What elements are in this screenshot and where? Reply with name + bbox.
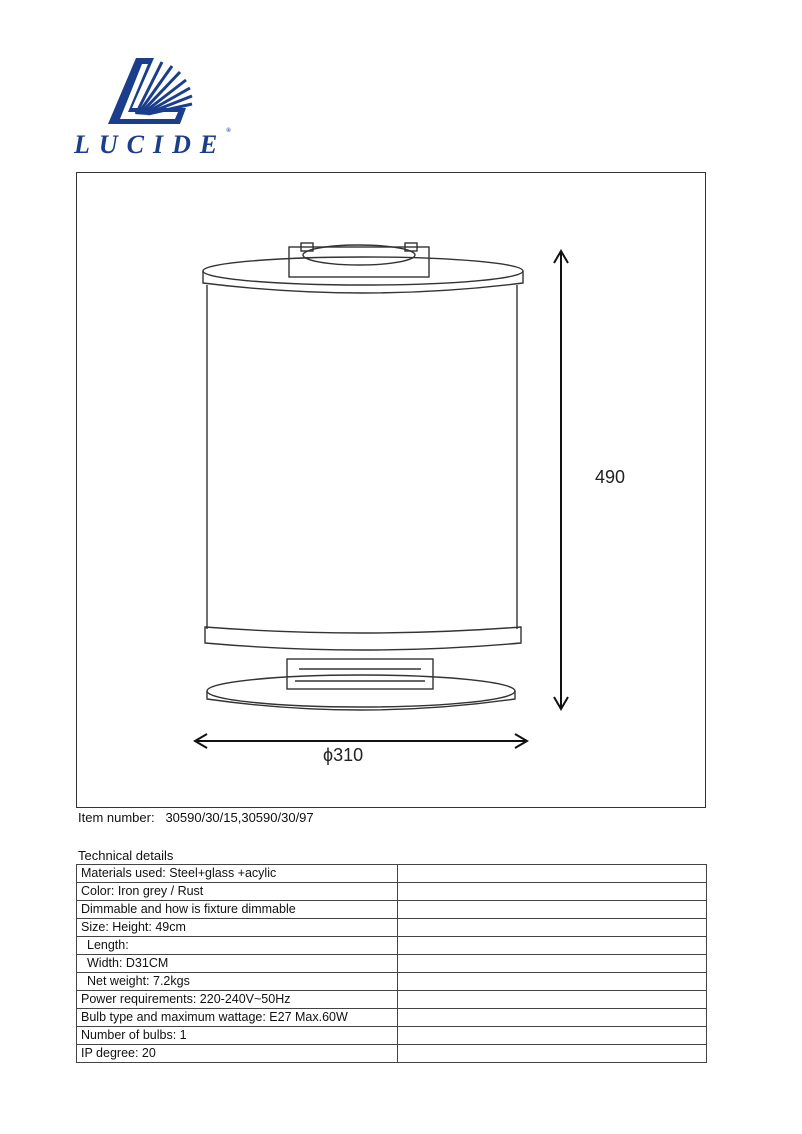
item-number-value: 30590/30/15,30590/30/97 xyxy=(165,810,314,825)
bottom-ring xyxy=(205,627,521,650)
row-label: Color: Iron grey / Rust xyxy=(77,883,398,901)
table-row xyxy=(77,1027,707,1045)
table-row xyxy=(77,919,707,937)
row-value xyxy=(398,955,707,973)
table-row xyxy=(77,901,707,919)
row-label: Materials used: Steel+glass +acylic xyxy=(77,865,398,883)
row-value xyxy=(398,1045,707,1063)
diameter-dimension-label: ϕ310 xyxy=(323,745,364,765)
table-row xyxy=(77,1045,707,1063)
row-value xyxy=(398,973,707,991)
row-value xyxy=(398,1009,707,1027)
row-label: Net weight: 7.2kgs xyxy=(77,973,398,991)
neck xyxy=(287,659,433,689)
row-label: Size: Height: 49cm xyxy=(77,919,398,937)
table-row xyxy=(77,991,707,1009)
logo-mark-icon xyxy=(74,56,224,130)
table-row xyxy=(77,1009,707,1027)
top-rim xyxy=(203,257,523,285)
row-value xyxy=(398,883,707,901)
row-value xyxy=(398,991,707,1009)
table-row xyxy=(77,973,707,991)
table-row xyxy=(77,955,707,973)
row-label: Dimmable and how is fixture dimmable xyxy=(77,901,398,919)
product-drawing xyxy=(76,172,706,808)
row-value xyxy=(398,919,707,937)
row-label: Length: xyxy=(77,937,398,955)
height-dimension-label: 490 xyxy=(595,467,626,487)
row-value xyxy=(398,1027,707,1045)
row-value xyxy=(398,901,707,919)
table-row xyxy=(77,937,707,955)
technical-details-title: Technical details xyxy=(78,848,174,863)
row-label: IP degree: 20 xyxy=(77,1045,398,1063)
table-row xyxy=(77,883,707,901)
lamp-drawing-svg xyxy=(77,173,707,809)
item-number xyxy=(78,810,314,825)
item-number-label: Item number: xyxy=(78,810,155,825)
base-top xyxy=(207,675,515,707)
row-label: Number of bulbs: 1 xyxy=(77,1027,398,1045)
row-label: Bulb type and maximum wattage: E27 Max.60W xyxy=(77,1009,398,1027)
technical-details-table xyxy=(76,864,707,1063)
row-value xyxy=(398,865,707,883)
row-label: Width: D31CM xyxy=(77,955,398,973)
row-value xyxy=(398,937,707,955)
top-opening xyxy=(303,245,415,265)
logo-wordmark: LUCIDE® xyxy=(74,128,231,159)
table-row xyxy=(77,865,707,883)
lucide-logo xyxy=(74,56,231,160)
row-label: Power requirements: 220-240V~50Hz xyxy=(77,991,398,1009)
